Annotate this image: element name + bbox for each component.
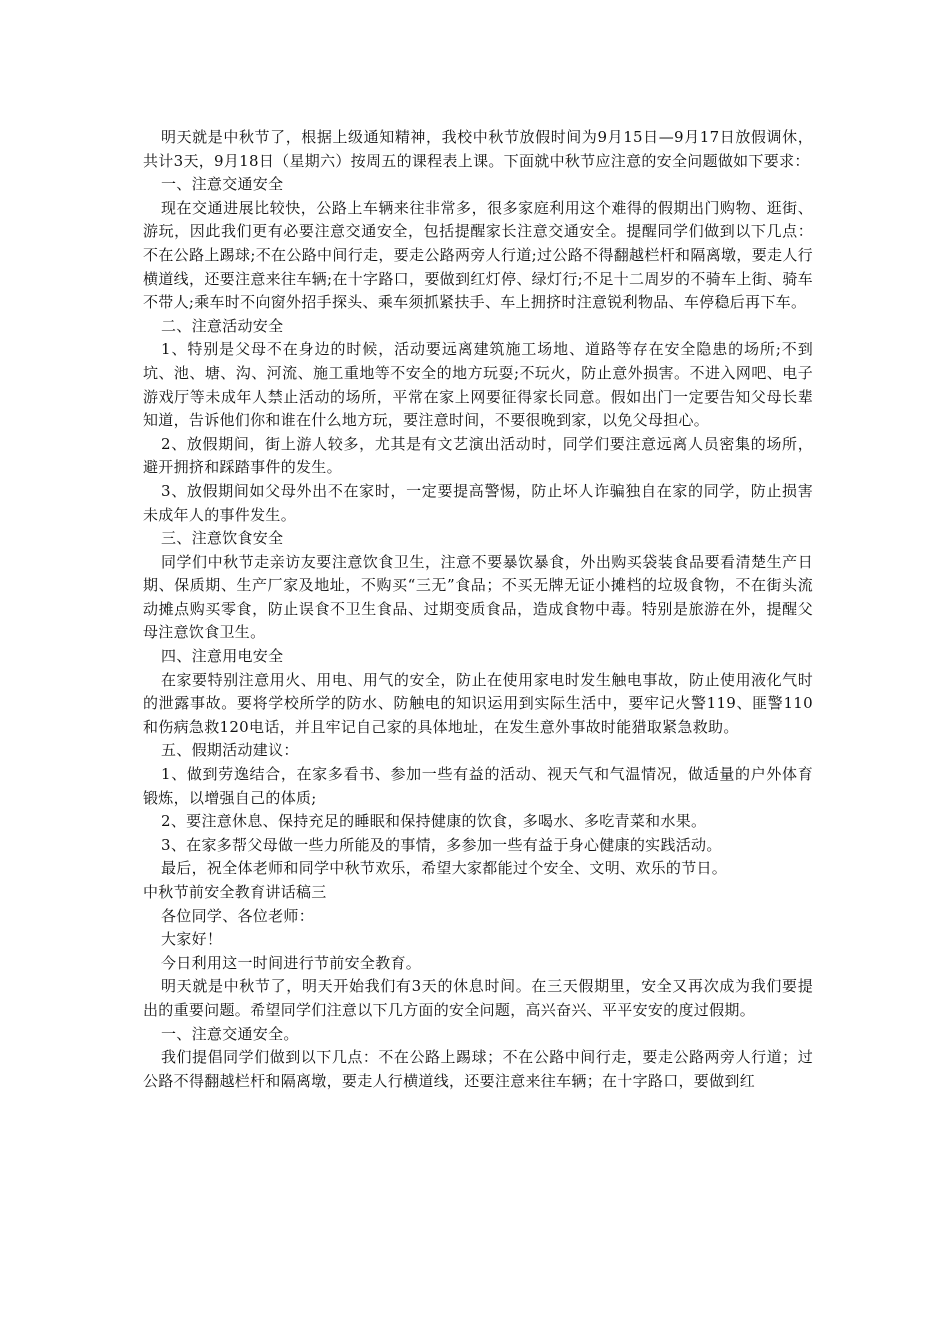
document-paragraph: 五、假期活动建议： [161,741,299,760]
document-paragraph: 四、注意用电安全 [161,647,284,666]
document-paragraph: 明天就是中秋节了，根据上级通知精神，我校中秋节放假时间为9月15日—9月17日放假调休，共计3天，9月18日（星期六）按周五的课程表上课。下面就中秋节应注意的安全问题做如下要求： [143,128,813,170]
document-paragraph: 3、放假期间如父母外出不在家时，一定要提高警惕，防止坏人诈骗独自在家的同学，防止损害未成年人的事件发生。 [143,481,813,524]
document-paragraph: 明天就是中秋节了，明天开始我们有3天的休息时间。在三天假期里，安全又再次成为我们要提出的重要问题。希望同学们注意以下几方面的安全问题，高兴奋兴、平平安安的度过假期。 [143,977,813,1019]
document-paragraph: 最后，祝全体老师和同学中秋节欢乐，希望大家都能过个安全、文明、欢乐的节日。 [161,859,728,878]
document-paragraph: 1、特别是父母不在身边的时候，活动要远离建筑施工场地、道路等存在安全隐患的场所;不到坑、池、塘、沟、河流、施工重地等不安全的地方玩耍;不玩火，防止意外损害。不进入网吧、电子游戏厅等未成年人禁止活动的场所，平常在家上网要征得家长同意。假如出门一定要告知父母长辈知道，告诉他们你和谁在什么地方玩，要注意时间，不要很晚到家，以免父母担心。 [143,340,813,430]
document-paragraph: 一、注意交通安全 [161,175,284,194]
document-paragraph: 2、要注意休息、保持充足的睡眠和保持健康的饮食，多喝水、多吃青菜和水果。 [161,812,707,831]
document-paragraph: 我们提倡同学们做到以下几点：不在公路上踢球；不在公路中间行走，要走公路两旁人行道；过公路不得翻越栏杆和隔离墩，要走人行横道线，还要注意来往车辆；在十字路口，要做到红 [143,1048,813,1090]
document-paragraph: 在家要特别注意用火、用电、用气的安全，防止在使用家电时发生触电事故，防止使用液化气时的泄露事故。要将学校所学的防水、防触电的知识运用到实际生活中，要牢记火警119、匪警110和伤病急救120电话，并且牢记自己家的具体地址，在发生意外事故时能猎取紧急救助。 [143,670,813,736]
document-body [143,126,813,1093]
document-paragraph: 大家好！ [161,930,223,949]
document-paragraph: 二、注意活动安全 [161,316,284,335]
document-paragraph: 同学们中秋节走亲访友要注意饮食卫生，注意不要暴饮暴食，外出购买袋装食品要看清楚生产日期、保质期、生产厂家及地址，不购买“三无”食品；不买无牌无证小摊档的垃圾食物，不在街头流动摊点购买零食，防止误食不卫生食品、过期变质食品，造成食物中毒。特别是旅游在外，提醒父母注意饮食卫生。 [143,552,813,642]
document-paragraph: 各位同学、各位老师： [161,906,315,925]
document-paragraph: 中秋节前安全教育讲话稿三 [143,883,327,901]
document-paragraph: 一、注意交通安全。 [161,1024,299,1043]
document-paragraph: 现在交通进展比较快，公路上车辆来往非常多，很多家庭利用这个难得的假期出门购物、逛街、游玩，因此我们更有必要注意交通安全，包括提醒家长注意交通安全。提醒同学们做到以下几点：不在公路上踢球;不在公路中间行走，要走公路两旁人行道;过公路不得翻越栏杆和隔离墩，要走人行横道线，还要注意来往车辆;在十字路口，要做到红灯停、绿灯行;不足十二周岁的不骑车上街、骑车不带人;乘车时不向窗外招手探头、乘车须抓紧扶手、车上拥挤时注意锐利物品、车停稳后再下车。 [143,198,813,312]
document-paragraph: 3、在家多帮父母做一些力所能及的事情，多参加一些有益于身心健康的实践活动。 [161,835,722,854]
document-paragraph: 1、做到劳逸结合，在家多看书、参加一些有益的活动、视天气和气温情况，做适量的户外体育锻炼，以增强自己的体质; [143,765,813,807]
document-paragraph: 今日利用这一时间进行节前安全教育。 [161,953,422,972]
document-paragraph: 三、注意饮食安全 [161,529,284,548]
document-paragraph: 2、放假期间，街上游人较多，尤其是有文艺演出活动时，同学们要注意远离人员密集的场所，避开拥挤和踩踏事件的发生。 [143,434,813,477]
